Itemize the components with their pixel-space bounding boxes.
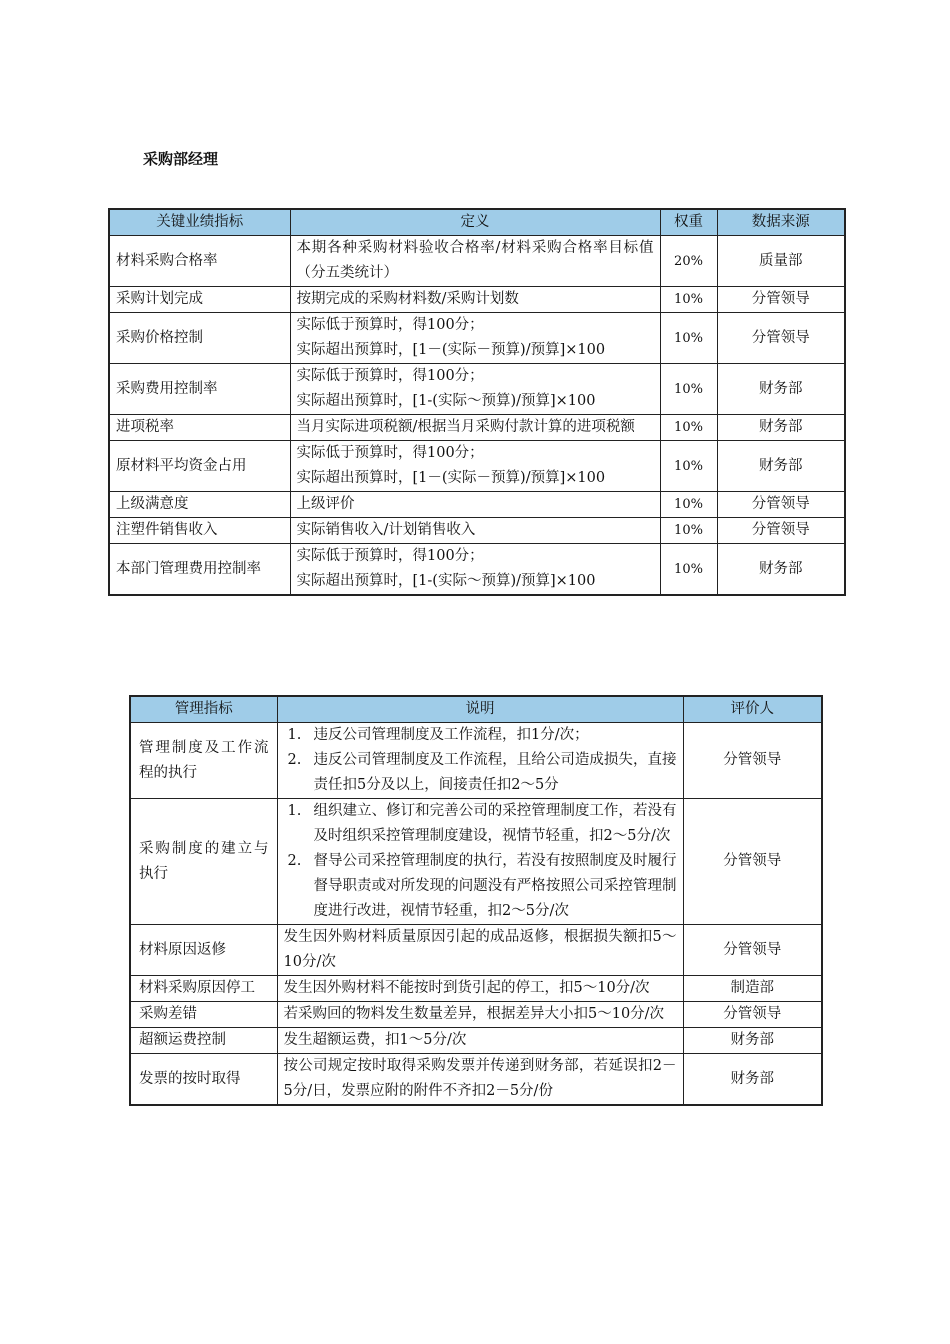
list-item-text: 督导公司采控管理制度的执行，若没有按照制度及时履行督导职责或对所发现的问题没有严格按照公司采控管理制度进行改进，视情节轻重，扣2～5分/次: [313, 853, 677, 919]
management-table: [129, 695, 823, 1106]
mgmt-description-cell: [277, 723, 683, 799]
kpi-definition-cell: [290, 313, 660, 364]
mgmt-indicator-cell: 采购制度的建立与执行: [130, 799, 277, 925]
mgmt-header-row: [130, 696, 822, 723]
mgmt-indicator-cell: 采购差错: [130, 1002, 277, 1028]
mgmt-description-cell: [277, 1002, 683, 1028]
kpi-definition-cell: [290, 441, 660, 492]
description-text: 发生超额运费，扣1～5分/次: [283, 1032, 467, 1048]
mgmt-description-cell: [277, 1028, 683, 1054]
kpi-indicator-cell: 材料采购合格率: [109, 236, 290, 287]
kpi-weight-cell: 10%: [660, 441, 717, 492]
mgmt-evaluator-cell: 分管领导: [683, 723, 822, 799]
definition-line: 实际超出预算时，[1-(实际～预算)/预算]×100: [296, 573, 596, 589]
kpi-header-weight: 权重: [660, 209, 717, 236]
mgmt-evaluator-cell: 制造部: [683, 976, 822, 1002]
kpi-source-cell: 分管领导: [717, 518, 845, 544]
mgmt-evaluator-cell: 财务部: [683, 1028, 822, 1054]
kpi-weight-cell: 10%: [660, 313, 717, 364]
mgmt-description-cell: [277, 925, 683, 976]
kpi-definition-cell: [290, 236, 660, 287]
table-row: [130, 799, 822, 925]
list-number: 1.: [287, 727, 302, 743]
list-item: [284, 723, 677, 748]
kpi-definition-cell: [290, 492, 660, 518]
kpi-indicator-cell: 采购计划完成: [109, 287, 290, 313]
kpi-weight-cell: 10%: [660, 492, 717, 518]
list-number: 1.: [287, 803, 302, 819]
table-row: [130, 723, 822, 799]
kpi-indicator-cell: 上级满意度: [109, 492, 290, 518]
page-title: 采购部经理: [143, 150, 219, 168]
list-item: [284, 849, 677, 924]
list-number: 2.: [287, 853, 302, 869]
kpi-weight-cell: 10%: [660, 544, 717, 596]
mgmt-description-cell: [277, 799, 683, 925]
description-text: 若采购回的物料发生数量差异，根据差异大小扣5～10分/次: [283, 1006, 665, 1022]
kpi-table: [108, 208, 846, 596]
mgmt-evaluator-cell: 分管领导: [683, 799, 822, 925]
table-row: [130, 1002, 822, 1028]
kpi-source-cell: 分管领导: [717, 287, 845, 313]
definition-line: 实际超出预算时，[1-(实际～预算)/预算]×100: [296, 393, 596, 409]
mgmt-evaluator-cell: 分管领导: [683, 925, 822, 976]
description-text: 发生因外购材料不能按时到货引起的停工，扣5～10分/次: [283, 980, 650, 996]
kpi-indicator-cell: 注塑件销售收入: [109, 518, 290, 544]
mgmt-header-evaluator: 评价人: [683, 696, 822, 723]
table-row: [109, 415, 845, 441]
mgmt-description-cell: [277, 976, 683, 1002]
mgmt-header-description: 说明: [277, 696, 683, 723]
kpi-weight-cell: 10%: [660, 364, 717, 415]
kpi-definition-cell: [290, 544, 660, 596]
definition-line: 上级评价: [296, 496, 355, 512]
kpi-indicator-cell: 采购价格控制: [109, 313, 290, 364]
list-number: 2.: [287, 752, 302, 768]
definition-line: 按期完成的采购材料数/采购计划数: [296, 291, 519, 307]
definition-line: 实际低于预算时，得100分；: [296, 445, 484, 461]
numbered-list: [284, 723, 677, 798]
mgmt-indicator-cell: 发票的按时取得: [130, 1054, 277, 1106]
kpi-weight-cell: 20%: [660, 236, 717, 287]
kpi-weight-cell: 10%: [660, 287, 717, 313]
kpi-indicator-cell: 进项税率: [109, 415, 290, 441]
mgmt-header-indicator: 管理指标: [130, 696, 277, 723]
kpi-header-definition: 定义: [290, 209, 660, 236]
kpi-source-cell: 分管领导: [717, 492, 845, 518]
table-row: [109, 364, 845, 415]
table-row: [109, 544, 845, 596]
kpi-source-cell: 财务部: [717, 364, 845, 415]
table-row: [109, 287, 845, 313]
table-row: [109, 313, 845, 364]
definition-line: 实际超出预算时，[1－(实际－预算)/预算]×100: [296, 470, 606, 486]
mgmt-indicator-cell: 管理制度及工作流程的执行: [130, 723, 277, 799]
table-row: [130, 976, 822, 1002]
definition-line: 实际低于预算时，得100分；: [296, 548, 484, 564]
list-item-text: 违反公司管理制度及工作流程，扣1分/次；: [313, 727, 589, 743]
list-item-text: 组织建立、修订和完善公司的采控管理制度工作，若没有及时组织采控管理制度建设，视情节轻重，扣2～5分/次: [313, 803, 677, 844]
mgmt-indicator-cell: 材料采购原因停工: [130, 976, 277, 1002]
table-row: [109, 492, 845, 518]
mgmt-indicator-cell: 超额运费控制: [130, 1028, 277, 1054]
kpi-source-cell: 财务部: [717, 441, 845, 492]
table-row: [130, 925, 822, 976]
kpi-indicator-cell: 本部门管理费用控制率: [109, 544, 290, 596]
kpi-source-cell: 财务部: [717, 415, 845, 441]
definition-line: 本期各种采购材料验收合格率/材料采购合格率目标值（分五类统计）: [296, 240, 654, 281]
kpi-header-indicator: 关键业绩指标: [109, 209, 290, 236]
kpi-weight-cell: 10%: [660, 415, 717, 441]
kpi-source-cell: 财务部: [717, 544, 845, 596]
kpi-source-cell: 质量部: [717, 236, 845, 287]
kpi-indicator-cell: 采购费用控制率: [109, 364, 290, 415]
definition-line: 实际低于预算时，得100分；: [296, 317, 484, 333]
table-row: [109, 518, 845, 544]
kpi-weight-cell: 10%: [660, 518, 717, 544]
kpi-definition-cell: [290, 415, 660, 441]
definition-line: 实际销售收入/计划销售收入: [296, 522, 476, 538]
kpi-definition-cell: [290, 518, 660, 544]
description-text: 发生因外购材料质量原因引起的成品返修，根据损失额扣5～10分/次: [283, 929, 677, 970]
list-item: [284, 799, 677, 849]
kpi-indicator-cell: 原材料平均资金占用: [109, 441, 290, 492]
table-row: [109, 441, 845, 492]
list-item: [284, 748, 677, 798]
kpi-definition-cell: [290, 287, 660, 313]
kpi-header-row: [109, 209, 845, 236]
kpi-definition-cell: [290, 364, 660, 415]
mgmt-evaluator-cell: 财务部: [683, 1054, 822, 1106]
kpi-source-cell: 分管领导: [717, 313, 845, 364]
definition-line: 实际超出预算时，[1－(实际－预算)/预算]×100: [296, 342, 606, 358]
numbered-list: [284, 799, 677, 924]
table-row: [130, 1054, 822, 1106]
mgmt-evaluator-cell: 分管领导: [683, 1002, 822, 1028]
kpi-header-source: 数据来源: [717, 209, 845, 236]
mgmt-indicator-cell: 材料原因返修: [130, 925, 277, 976]
list-item-text: 违反公司管理制度及工作流程，且给公司造成损失，直接责任扣5分及以上，间接责任扣2～5分: [313, 752, 677, 793]
table-row: [109, 236, 845, 287]
definition-line: 实际低于预算时，得100分；: [296, 368, 484, 384]
description-text: 按公司规定按时取得采购发票并传递到财务部，若延误扣2－5分/日，发票应附的附件不齐扣2－5分/份: [283, 1058, 677, 1099]
table-row: [130, 1028, 822, 1054]
definition-line: 当月实际进项税额/根据当月采购付款计算的进项税额: [296, 419, 635, 435]
mgmt-description-cell: [277, 1054, 683, 1106]
